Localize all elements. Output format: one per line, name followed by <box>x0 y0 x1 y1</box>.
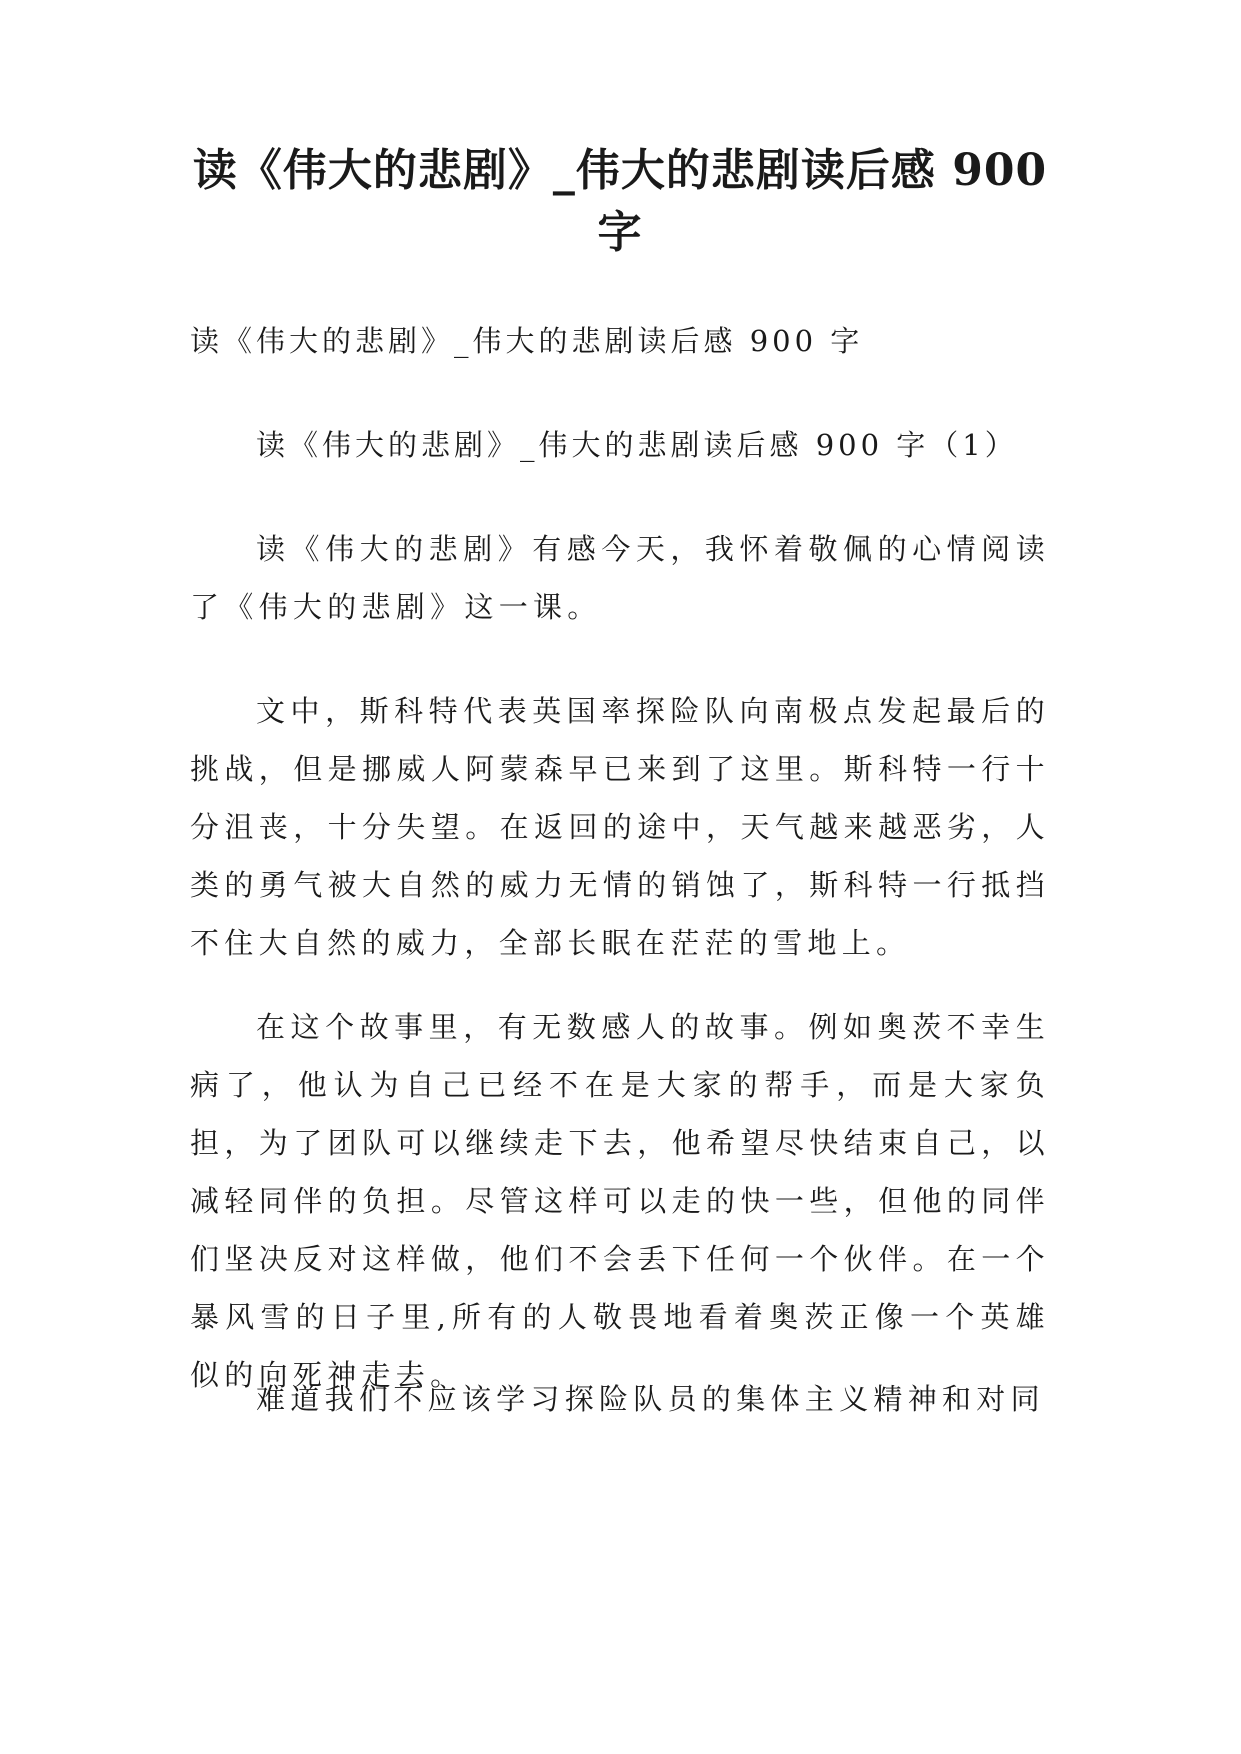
paragraph-4: 难道我们不应该学习探险队员的集体主义精神和对同 <box>256 1382 1045 1416</box>
document-subtitle: 读《伟大的悲剧》_伟大的悲剧读后感 900 字 <box>190 324 864 358</box>
section-heading: 读《伟大的悲剧》_伟大的悲剧读后感 900 字（1） <box>256 428 1018 462</box>
paragraph-1: 读《伟大的悲剧》有感今天，我怀着敬佩的心情阅读了《伟大的悲剧》这一课。 <box>190 532 1050 624</box>
paragraph-3: 在这个故事里，有无数感人的故事。例如奥茨不幸生病了，他认为自己已经不在是大家的帮手，而是大家负担，为了团队可以继续走下去，他希望尽快结束自己，以减轻同伴的负担。尽管这样可以走的快一些，但他的同伴们坚决反对这样做，他们不会丢下任何一个伙伴。在一个暴风雪的日子里,所有的人敬畏地看着奥茨正像一个英雄似的向死神走去。 <box>190 1010 1050 1392</box>
document-title: 读《伟大的悲剧》_伟大的悲剧读后感 900 字 <box>192 145 1048 258</box>
paragraph-2: 文中，斯科特代表英国率探险队向南极点发起最后的挑战，但是挪威人阿蒙森早已来到了这里。斯科特一行十分沮丧，十分失望。在返回的途中，天气越来越恶劣，人类的勇气被大自然的威力无情的销蚀了，斯科特一行抵挡不住大自然的威力，全部长眠在茫茫的雪地上。 <box>190 694 1050 960</box>
